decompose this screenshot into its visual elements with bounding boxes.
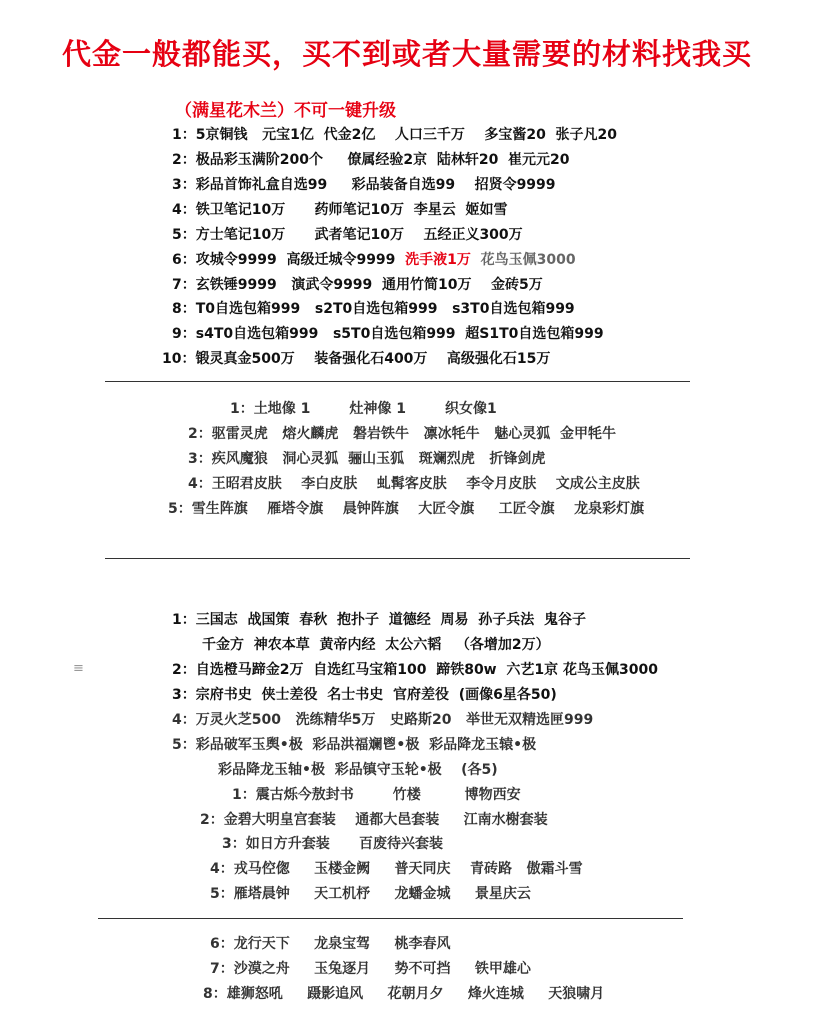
list-item: 7：玄铁锤9999 演武令9999 通用竹简10万 金砖5万 — [172, 277, 543, 293]
list-item: 1：5京铜钱 元宝1亿 代金2亿 人口三千万 多宝酱20 张子凡20 — [172, 127, 618, 143]
list-item: 1：土地像 1 灶神像 1 织女像1 — [230, 401, 497, 417]
page-title: 代金一般都能买，买不到或者大量需要的材料找我买 — [61, 37, 752, 71]
list-item: 3：如日方升套装 百废待兴套装 — [222, 836, 443, 852]
list-item: 4：王昭君皮肤 李白皮肤 虬髯客皮肤 李令月皮肤 文成公主皮肤 — [188, 476, 640, 492]
list-item: 3：彩品首饰礼盒自选99 彩品装备自选99 招贤令9999 — [172, 177, 556, 193]
list-item: 2：自选橙马蹄金2万 自选红马宝箱100 蹄铁80w 六艺1京 花鸟玉佩3000 — [172, 662, 658, 678]
list-item: 8：雄狮怒吼 蹑影追风 花朝月夕 烽火连城 天狼啸月 — [203, 986, 605, 1002]
list-item: 6：龙行天下 龙泉宝驾 桃李春风 — [210, 936, 451, 952]
list-item-text: 6：攻城令9999 高级迁城令9999 — [172, 252, 406, 268]
list-item: 7：沙漠之舟 玉兔逐月 势不可挡 铁甲雄心 — [210, 961, 531, 977]
divider — [105, 558, 690, 559]
list-item: 3：疾风魔狼 洞心灵狐 骊山玉狐 斑斓烈虎 折锋剑虎 — [188, 451, 546, 467]
list-item: 5：雪生阵旗 雁塔令旗 晨钟阵旗 大匠令旗 工匠令旗 龙泉彩灯旗 — [168, 501, 645, 517]
list-item — [172, 249, 576, 271]
highlight-text: 洗手液1万 — [405, 252, 471, 268]
divider — [98, 918, 683, 919]
menu-icon: ≡ — [73, 661, 84, 676]
list-item: 4：戎马倥偬 玉楼金阙 普天同庆 青砖路 傲霜斗雪 — [210, 861, 583, 877]
list-item: 3：宗府书史 侠士差役 名士书史 官府差役 (画像6星各50) — [172, 687, 557, 703]
list-item: 2：极品彩玉满阶200个 僚属经验2京 陆林轩20 崔元元20 — [172, 152, 570, 168]
list-item: 彩品降龙玉轴•极 彩品镇守玉轮•极 (各5) — [218, 762, 498, 778]
divider — [105, 381, 690, 382]
list-item: 5：雁塔晨钟 天工机杼 龙蟠金城 景星庆云 — [210, 886, 531, 902]
list-item: 2：驱雷灵虎 熔火麟虎 磐岩铁牛 凛冰牦牛 魅心灵狐 金甲牦牛 — [188, 426, 616, 442]
subtitle: （满星花木兰）不可一键升级 — [175, 101, 396, 121]
list-item-tail: 花鸟玉佩3000 — [470, 252, 576, 268]
list-item: 9：s4T0自选包箱999 s5T0自选包箱999 超S1T0自选包箱999 — [172, 326, 604, 342]
list-item: 5：彩品破军玉舆•极 彩品洪福斓鬯•极 彩品降龙玉辕•极 — [172, 737, 537, 753]
list-item: 2：金碧大明皇宫套装 通都大邑套装 江南水榭套装 — [200, 812, 548, 828]
list-item: 千金方 神农本草 黄帝内经 太公六韬 （各增加2万） — [202, 637, 550, 653]
list-item: 4：万灵火芝500 洗练精华5万 史路斯20 举世无双精选匣999 — [172, 712, 594, 728]
list-item: 4：铁卫笔记10万 药师笔记10万 李星云 姬如雪 — [172, 202, 508, 218]
list-item: 8：T0自选包箱999 s2T0自选包箱999 s3T0自选包箱999 — [172, 301, 575, 317]
list-item: 1：震古烁今敖封书 竹楼 博物西安 — [232, 787, 521, 803]
list-item: 10：锻灵真金500万 装备强化石400万 高级强化石15万 — [162, 351, 551, 367]
list-item: 1：三国志 战国策 春秋 抱扑子 道德经 周易 孙子兵法 鬼谷子 — [172, 612, 586, 628]
list-item: 5：方士笔记10万 武者笔记10万 五经正义300万 — [172, 227, 523, 243]
